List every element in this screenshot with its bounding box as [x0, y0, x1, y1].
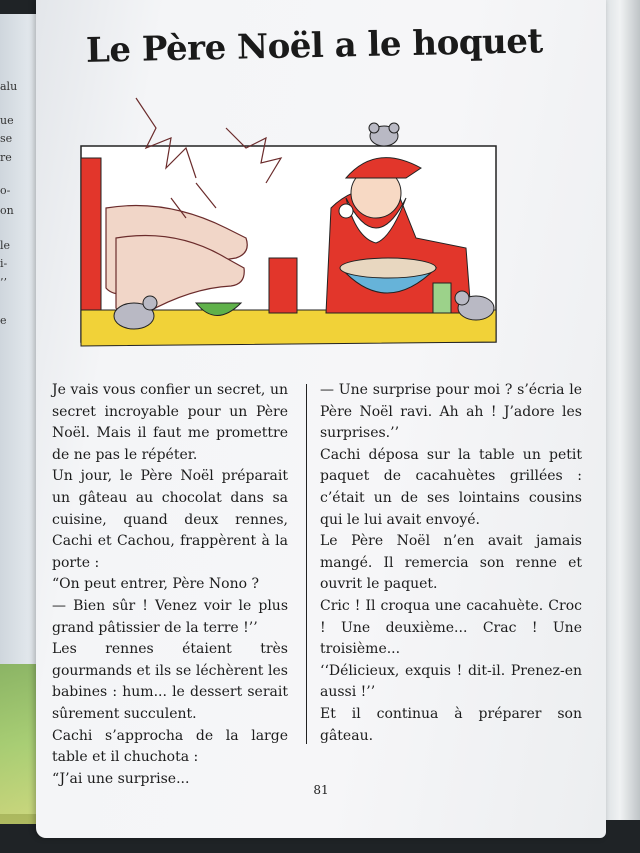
left-page-fragment: on — [0, 204, 14, 217]
left-page-fragment: ue — [0, 114, 14, 127]
paragraph: Cachi s’approcha de la large table et il chuchota : — [52, 727, 288, 766]
page-number: 81 — [313, 783, 329, 797]
text-column-left — [52, 380, 288, 790]
santa-kitchen-illustration — [76, 88, 506, 354]
left-page-fragment: alu — [0, 80, 18, 93]
left-page-fragment: le — [0, 239, 11, 252]
paragraph: ‘‘Délicieux, exquis ! dit-il. Prenez-en aussi !’’ — [320, 662, 582, 701]
jar-icon — [433, 283, 451, 313]
paragraph: Cric ! Il croqua une cacahuète. Croc ! Une deuxième... Crac ! Une troisième... — [320, 597, 582, 658]
column-divider — [306, 384, 307, 744]
left-page-fragment: e — [0, 314, 7, 327]
left-page-fragment: o- — [0, 184, 11, 197]
left-page-illustration — [0, 664, 40, 824]
paragraph: Le Père Noël n’en avait jamais mangé. Il remercia son renne et ouvrit le paquet. — [320, 533, 582, 593]
text-column-right — [320, 380, 582, 747]
left-page-fragment: i- — [0, 257, 8, 270]
page-title: Le Père Noël a le hoquet — [85, 21, 544, 71]
paragraph: “On peut entrer, Père Nono ? — [52, 576, 259, 593]
left-page-fragment: re — [0, 151, 12, 164]
paragraph: “J’ai une surprise... — [52, 770, 190, 787]
paragraph: — Bien sûr ! Venez voir le plus grand pâtissier de la terre !’’ — [52, 597, 288, 636]
paragraph: — Une surprise pour moi ? s’écria le Père Noël ravi. Ah ah ! J’adore les surprises.’’ — [320, 382, 582, 442]
mouse-icon — [369, 123, 399, 146]
peanut-jar-icon — [269, 258, 297, 313]
paragraph: Cachi déposa sur la table un petit paquet de cacahuètes grillées : c’était un de ses lointains cousins qui le lui avait envoyé. — [320, 446, 582, 528]
paragraph: Les rennes étaient très gourmands et ils se léchèrent les babines : hum... le dessert serait sûrement succulent. — [52, 641, 288, 722]
left-page-fragment: se — [0, 132, 13, 145]
paragraph: Un jour, le Père Noël préparait un gâteau au chocolat dans sa cuisine, quand deux rennes, Cachi et Cachou, frappèrent à la porte : — [52, 468, 288, 571]
story-text — [52, 380, 582, 787]
book-page — [36, 0, 606, 838]
paragraph: Je vais vous confier un secret, un secret incroyable pour un Père Noël. Mais il faut me promettre de ne pas le répéter. — [52, 382, 288, 463]
paragraph: Et il continua à préparer son gâteau. — [320, 705, 582, 744]
left-page-fragment: ’’ — [0, 276, 7, 289]
